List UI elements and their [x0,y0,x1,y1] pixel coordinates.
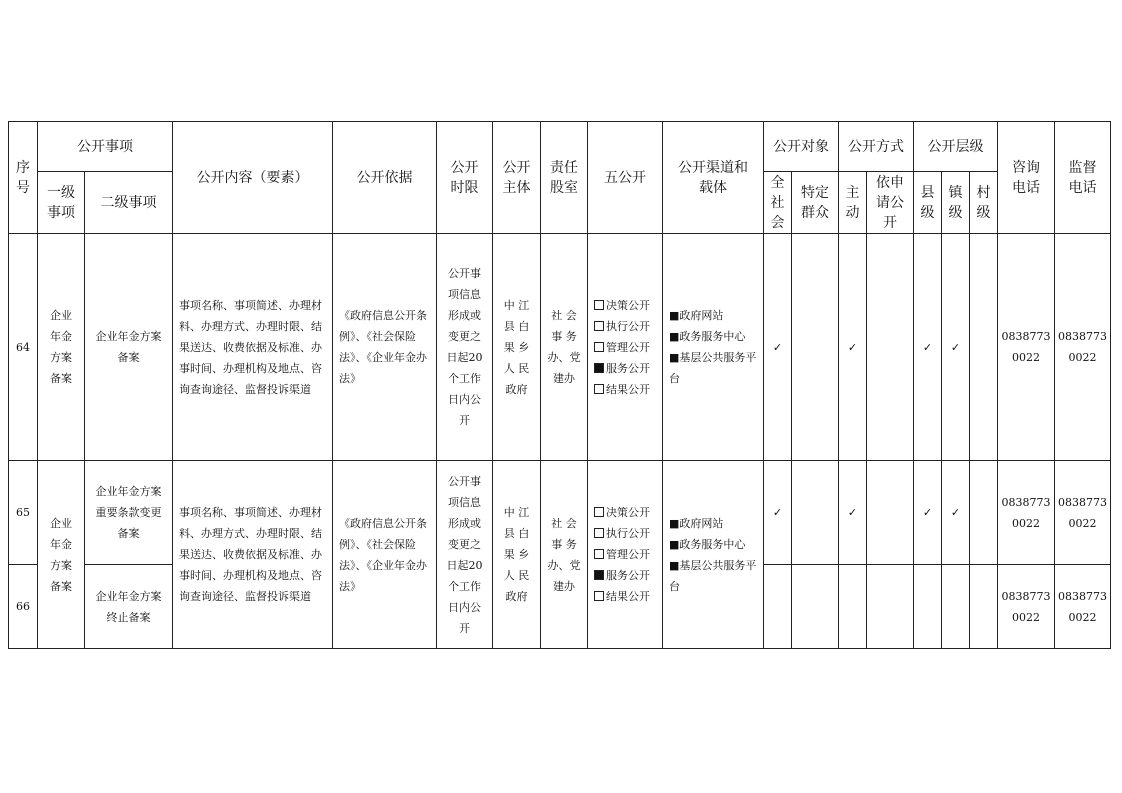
channel-item: ■政府网站 [669,516,724,530]
five-public-item: 执行公开 [594,523,656,544]
check-icon: ✓ [942,234,970,461]
row-five-public [588,234,663,461]
header-target: 公开对象 [764,122,839,172]
row-seq: 65 [9,461,38,565]
row-level2: 企业年金方案 终止备案 [85,565,173,649]
header-level2: 二级事项 [85,172,173,234]
row-level-town [942,565,970,649]
header-channel: 公开渠道和 载体 [663,122,764,234]
row-seq: 66 [9,565,38,649]
row-seq: 64 [9,234,38,461]
row-consult-phone: 0838773 0022 [998,234,1055,461]
row-target-specific [792,234,839,461]
row-subject: 中 江 县 白 果 乡 人 民 政府 [493,234,541,461]
checkbox-icon [594,300,604,310]
row-five-public [588,461,663,649]
header-seq: 序 号 [9,122,38,234]
channel-item: ■政务服务中心 [669,330,746,343]
row-supervise-phone: 0838773 0022 [1055,565,1111,649]
disclosure-table [8,121,1111,649]
check-icon: ✓ [764,461,792,565]
header-method-request: 依申 请公 开 [867,172,914,234]
five-public-item: 管理公开 [594,544,656,565]
row-level-county [914,565,942,649]
checkbox-icon [594,591,604,601]
five-public-item: 服务公开 [594,565,656,586]
header-target-specific: 特定 群众 [792,172,839,234]
header-level-town: 镇 级 [942,172,970,234]
header-basis: 公开依据 [333,122,437,234]
row-content: 事项名称、事项简述、办理材料、办理方式、办理时限、结果送达、收费依据及标准、办事时间、办理机构及地点、咨询查询途径、监督投诉渠道 [173,234,333,461]
row-method-active [839,565,867,649]
header-target-all: 全 社 会 [764,172,792,234]
five-public-item: 结果公开 [594,586,656,607]
five-public-item: 结果公开 [594,379,656,400]
row-supervise-phone: 0838773 0022 [1055,234,1111,461]
channel-item: ■政务服务中心 [669,537,746,551]
filled-square-icon: ■ [669,330,680,343]
check-icon: ✓ [942,461,970,565]
header-method-active: 主 动 [839,172,867,234]
row-subject: 中 江 县 白 果 乡 人 民 政府 [493,461,541,649]
five-public-item: 执行公开 [594,316,656,337]
row-target-specific [792,565,839,649]
checked-box-icon [594,363,604,373]
row-time-limit: 公开事 项信息 形成或 变更之 日起20 个工作 日内公 开 [437,234,493,461]
row-supervise-phone: 0838773 0022 [1055,461,1111,565]
header-time-limit: 公开 时限 [437,122,493,234]
header-subject: 公开 主体 [493,122,541,234]
row-level1: 企业 年金 方案 备案 [38,461,85,649]
header-level-village: 村 级 [970,172,998,234]
row-dept: 社 会 事 务 办、党 建办 [541,234,588,461]
filled-square-icon: ■ [669,351,680,364]
row-target-specific [792,461,839,565]
row-time-limit: 公开事 项信息 形成或 变更之 日起20 个工作 日内公 开 [437,461,493,649]
row-level-village [970,234,998,461]
five-public-item: 服务公开 [594,358,656,379]
row-method-request [867,565,914,649]
row-channel [663,461,764,649]
header-level: 公开层级 [914,122,998,172]
row-level1: 企业 年金 方案 备案 [38,234,85,461]
row-level-village [970,565,998,649]
filled-square-icon: ■ [669,558,680,572]
checkbox-icon [594,549,604,559]
row-basis: 《政府信息公开条例》、《社会保险法》、《企业年金办法》 [333,461,437,649]
check-icon: ✓ [839,234,867,461]
checkbox-icon [594,528,604,538]
header-content: 公开内容（要素） [173,122,333,234]
five-public-item: 决策公开 [594,502,656,523]
checkbox-icon [594,342,604,352]
header-level1: 一级 事项 [38,172,85,234]
row-method-request [867,234,914,461]
check-icon: ✓ [914,461,942,565]
filled-square-icon: ■ [669,537,680,551]
check-icon: ✓ [914,234,942,461]
header-five-public: 五公开 [588,122,663,234]
header-method: 公开方式 [839,122,914,172]
header-level-county: 县 级 [914,172,942,234]
row-level2: 企业年金方案 备案 [85,234,173,461]
table-row [9,461,1111,565]
row-dept: 社 会 事 务 办、党 建办 [541,461,588,649]
checked-box-icon [594,570,604,580]
checkbox-icon [594,507,604,517]
checkbox-icon [594,384,604,394]
row-level-village [970,461,998,565]
row-content: 事项名称、事项简述、办理材料、办理方式、办理时限、结果送达、收费依据及标准、办事时间、办理机构及地点、咨询查询途径、监督投诉渠道 [173,461,333,649]
filled-square-icon: ■ [669,516,680,530]
row-consult-phone: 0838773 0022 [998,565,1055,649]
row-target-all [764,565,792,649]
header-dept: 责任 股室 [541,122,588,234]
row-channel [663,234,764,461]
filled-square-icon: ■ [669,309,680,322]
row-method-request [867,461,914,565]
header-public-item: 公开事项 [38,122,173,172]
checkbox-icon [594,321,604,331]
row-basis: 《政府信息公开条例》、《社会保险法》、《企业年金办法》 [333,234,437,461]
row-consult-phone: 0838773 0022 [998,461,1055,565]
five-public-item: 决策公开 [594,295,656,316]
table-row [9,234,1111,461]
channel-item: ■基层公共服务平台 [669,351,757,385]
channel-item: ■基层公共服务平台 [669,558,757,593]
channel-item: ■政府网站 [669,309,724,322]
check-icon: ✓ [764,234,792,461]
check-icon: ✓ [839,461,867,565]
row-level2: 企业年金方案 重要条款变更 备案 [85,461,173,565]
five-public-item: 管理公开 [594,337,656,358]
header-supervise-phone: 监督 电话 [1055,122,1111,234]
header-consult-phone: 咨询 电话 [998,122,1055,234]
